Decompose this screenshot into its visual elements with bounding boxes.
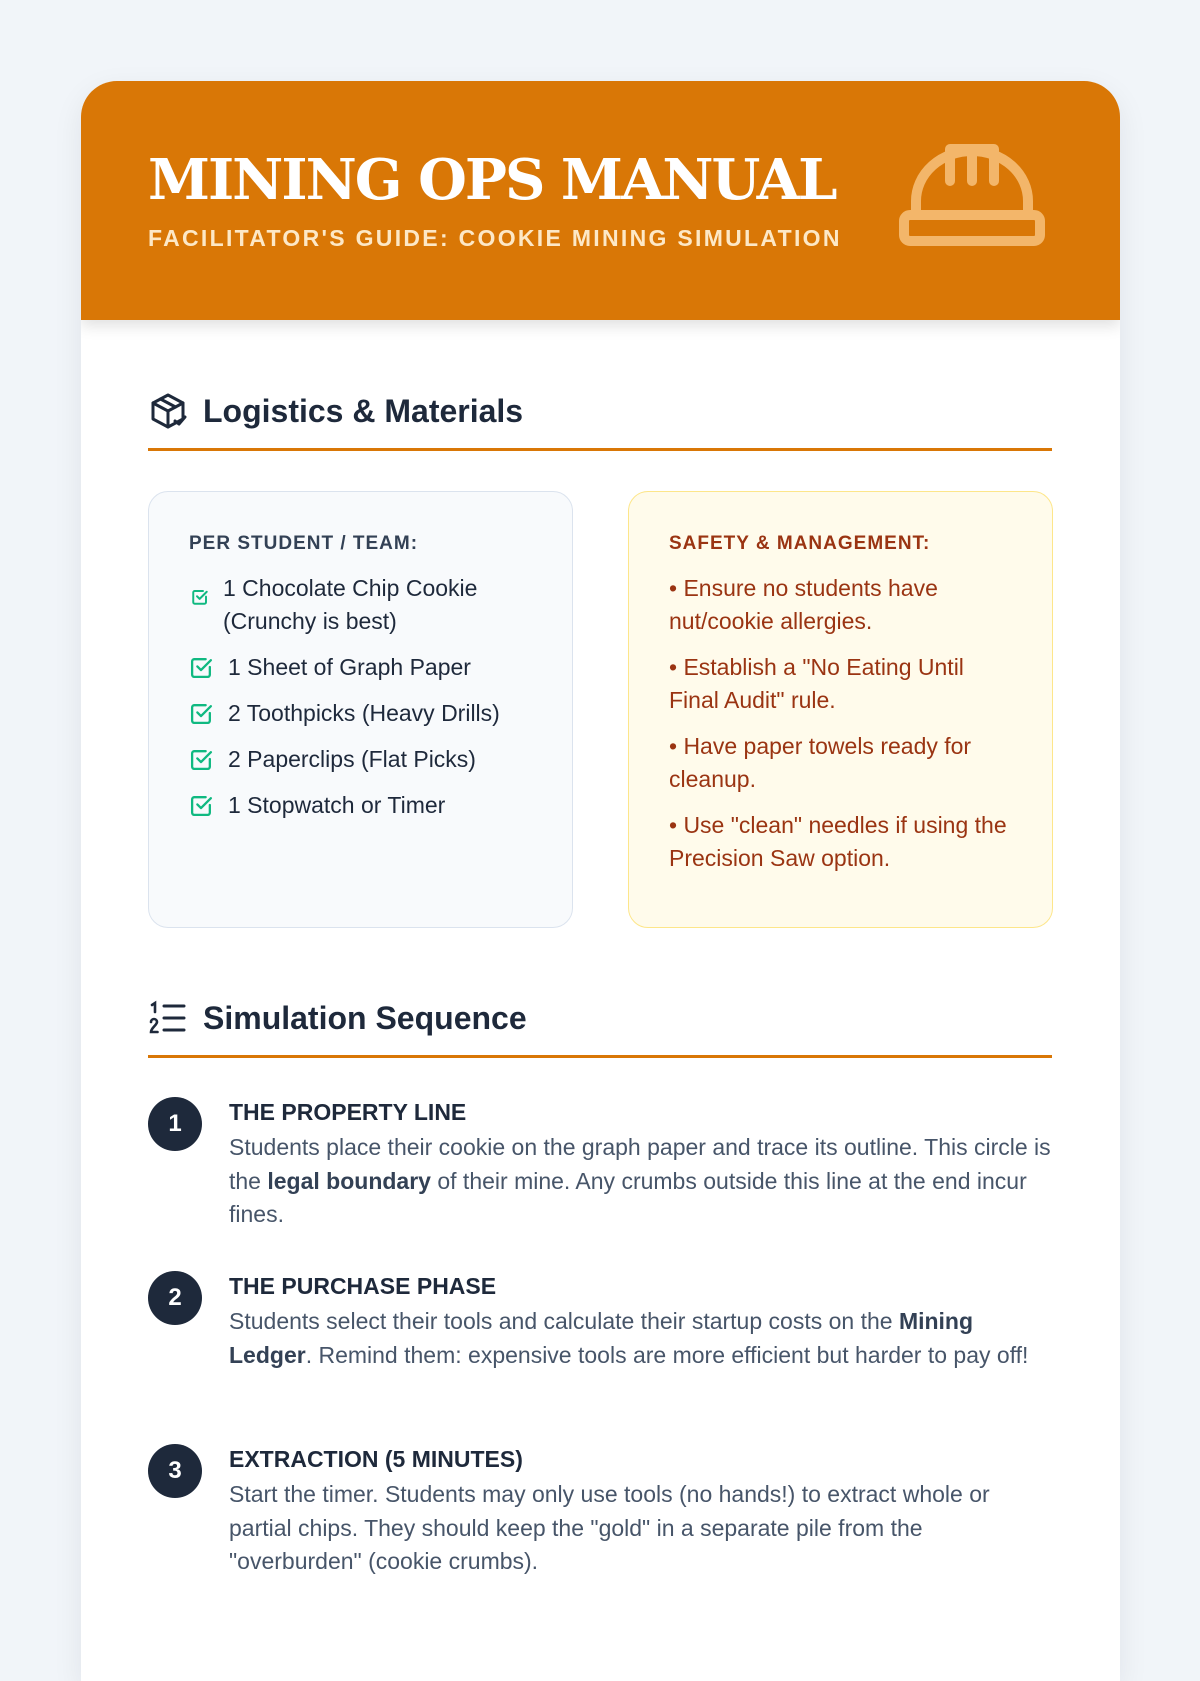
step-number-badge: 1 [148, 1097, 202, 1151]
checkbox-checked-icon [189, 655, 214, 680]
hard-hat-icon [898, 137, 1048, 257]
step-emphasis: Mining Ledger [229, 1308, 974, 1368]
material-text: 2 Paperclips (Flat Picks) [228, 746, 476, 772]
list-item [189, 651, 532, 684]
material-text: 1 Chocolate Chip Cookie (Crunchy is best) [223, 575, 478, 634]
step-description [229, 1131, 1052, 1232]
list-item: • Use "clean" needles if using the Precision Saw option. [669, 812, 1007, 871]
list-item: • Have paper towels ready for cleanup. [669, 733, 972, 792]
logistics-heading: Logistics & Materials [203, 393, 524, 429]
checkbox-checked-icon [191, 588, 209, 606]
ordered-list-icon [148, 998, 188, 1038]
step-text: Students place their cookie on the graph paper and trace its outline. This circle is the [229, 1134, 1051, 1194]
sequence-section-header [148, 998, 1052, 1058]
materials-list [189, 572, 532, 822]
checkbox-checked-icon [189, 701, 214, 726]
step-description [229, 1305, 1052, 1372]
logistics-section-header [148, 391, 1052, 451]
step-title: THE PROPERTY LINE [229, 1099, 467, 1125]
package-icon [148, 391, 188, 431]
safety-box [628, 491, 1053, 928]
step-text: Start the timer. Students may only use tools (no hands!) to extract whole or partial chips. They should keep the "gold" in a separate pile from the "overburden" (cookie crumbs). [229, 1481, 990, 1574]
page-title: MINING OPS MANUAL [148, 147, 836, 213]
materials-label: PER STUDENT / TEAM: [189, 533, 419, 554]
header-banner [81, 81, 1120, 320]
material-text: 1 Sheet of Graph Paper [228, 654, 471, 680]
materials-box [148, 491, 573, 928]
step-emphasis: legal boundary [267, 1167, 431, 1194]
list-item [189, 789, 532, 822]
checkbox-checked-icon [189, 793, 214, 818]
material-text: 1 Stopwatch or Timer [228, 792, 446, 818]
step-text: of their mine. Any crumbs outside this line at the end incur fines. [229, 1167, 1027, 1227]
list-item [189, 697, 532, 730]
list-item [189, 743, 532, 776]
list-item: • Ensure no students have nut/cookie allergies. [669, 575, 938, 634]
list-item [189, 572, 532, 638]
material-text: 2 Toothpicks (Heavy Drills) [228, 700, 500, 726]
step-text: . Remind them: expensive tools are more efficient but harder to pay off! [305, 1341, 1029, 1368]
list-item: • Establish a "No Eating Until Final Audit" rule. [669, 654, 964, 713]
page-subtitle: FACILITATOR'S GUIDE: COOKIE MINING SIMULATION [148, 225, 842, 251]
safety-list [669, 572, 1012, 875]
step-text: Students select their tools and calculate their startup costs on the [229, 1308, 899, 1334]
safety-label: SAFETY & MANAGEMENT: [669, 533, 931, 554]
checkbox-checked-icon [189, 747, 214, 772]
step-number-badge: 2 [148, 1271, 202, 1325]
step-title: EXTRACTION (5 MINUTES) [229, 1446, 523, 1472]
step-number-badge: 3 [148, 1444, 202, 1498]
step-title: THE PURCHASE PHASE [229, 1273, 497, 1299]
sequence-heading: Simulation Sequence [203, 1000, 527, 1036]
step-description [229, 1478, 1052, 1579]
manual-card [81, 81, 1120, 1681]
